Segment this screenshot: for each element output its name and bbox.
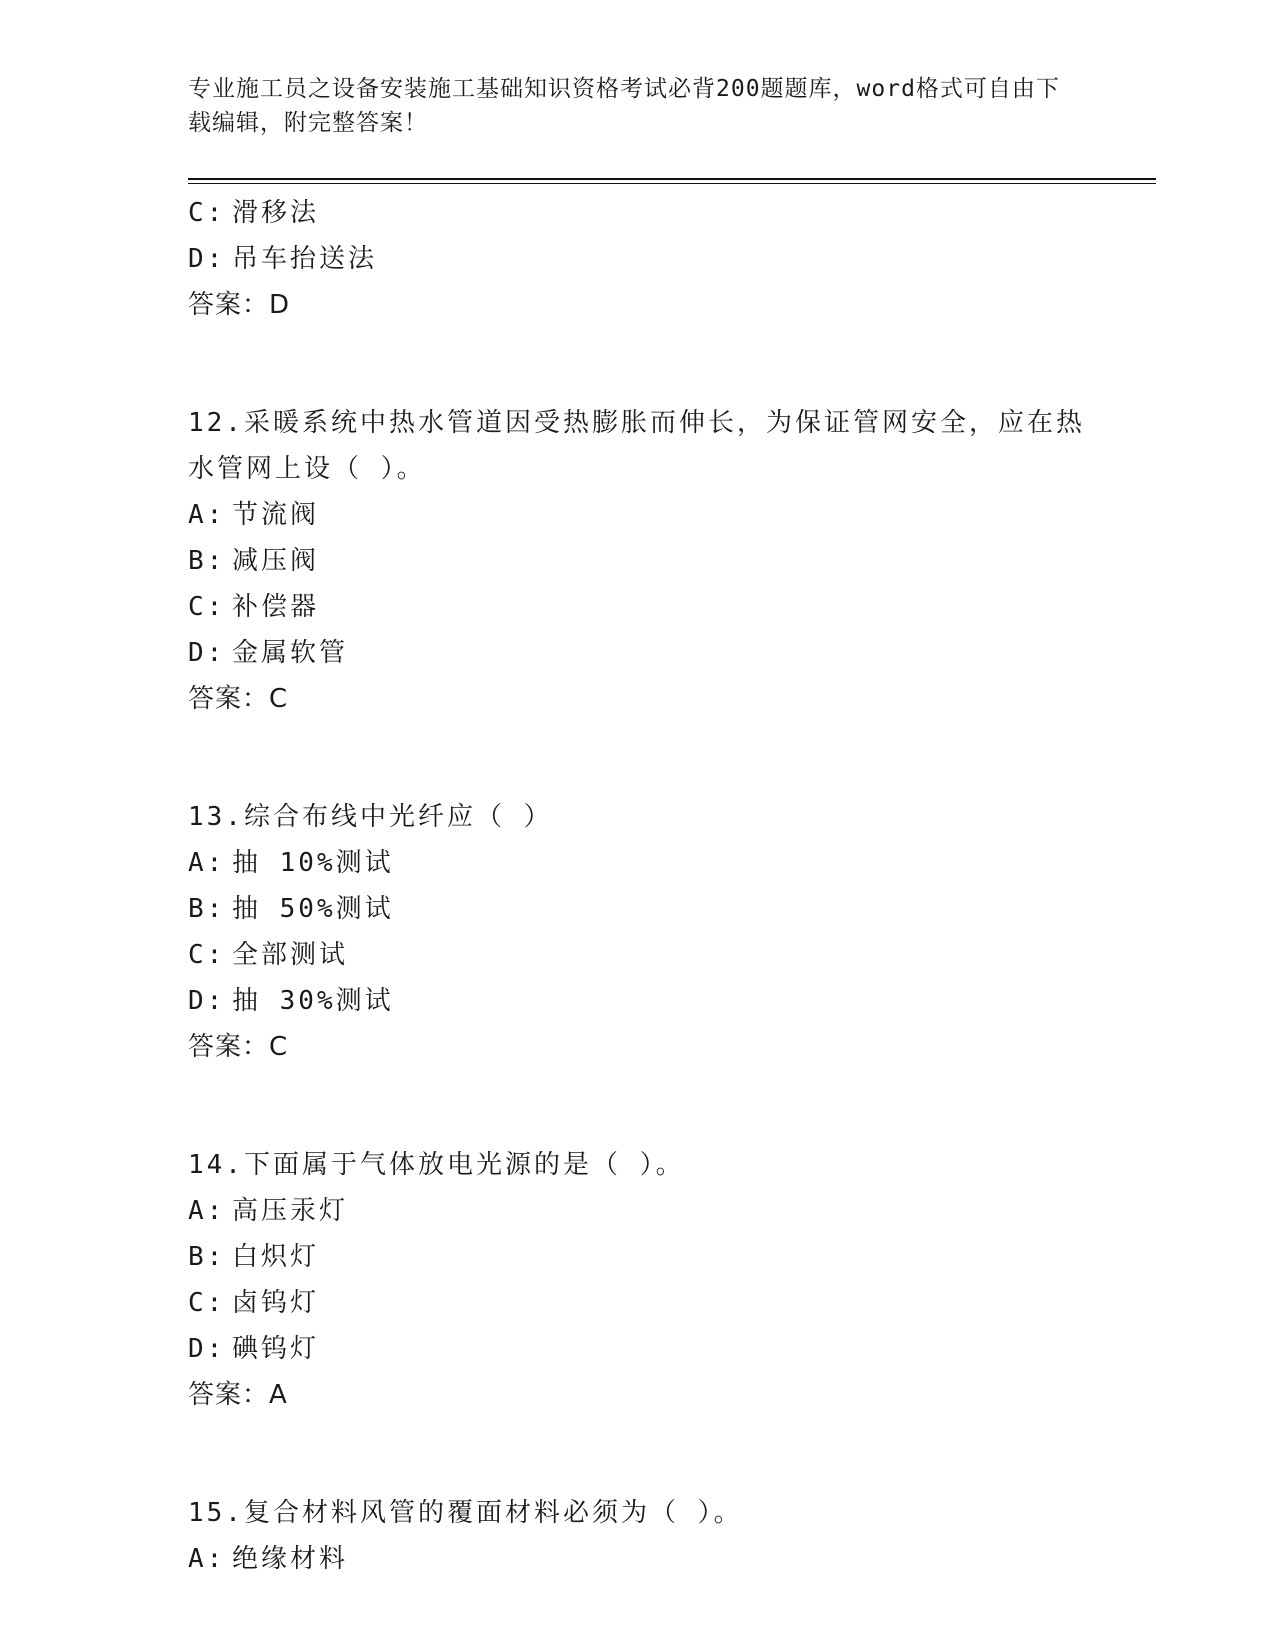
option-key: B: bbox=[188, 894, 226, 924]
option-line bbox=[188, 190, 1156, 236]
question-stem: 13.综合布线中光纤应（ ） bbox=[188, 802, 553, 832]
option-text: 高压汞灯 bbox=[232, 1196, 349, 1226]
option-line bbox=[188, 236, 1156, 282]
option-key: D: bbox=[188, 986, 226, 1016]
option-text: 碘钨灯 bbox=[232, 1334, 320, 1364]
option-text: 减压阀 bbox=[232, 546, 320, 576]
option-line bbox=[188, 840, 1156, 886]
option-key: D: bbox=[188, 244, 226, 274]
option-line bbox=[188, 584, 1156, 630]
option-text: 抽 50%测试 bbox=[232, 894, 394, 924]
option-line bbox=[188, 1188, 1156, 1234]
option-text: 抽 10%测试 bbox=[232, 848, 394, 878]
option-line bbox=[188, 1280, 1156, 1326]
question-content bbox=[188, 190, 1156, 1582]
option-line bbox=[188, 1536, 1156, 1582]
option-key: A: bbox=[188, 848, 226, 878]
option-line bbox=[188, 492, 1156, 538]
document-page bbox=[188, 0, 1156, 1650]
option-key: D: bbox=[188, 638, 226, 668]
document-header: 专业施工员之设备安装施工基础知识资格考试必背200题题库，word格式可自由下载编辑，附完整答案！ bbox=[188, 76, 1060, 136]
option-line bbox=[188, 978, 1156, 1024]
option-text: 补偿器 bbox=[232, 592, 320, 622]
option-key: C: bbox=[188, 1288, 226, 1318]
option-key: D: bbox=[188, 1334, 226, 1364]
option-text: 白炽灯 bbox=[232, 1242, 320, 1272]
option-key: C: bbox=[188, 198, 226, 228]
answer-line: 答案：A bbox=[188, 1380, 288, 1410]
option-text: 全部测试 bbox=[232, 940, 349, 970]
answer-line: 答案：D bbox=[188, 290, 291, 320]
option-key: B: bbox=[188, 546, 226, 576]
answer-line: 答案：C bbox=[188, 1032, 289, 1062]
option-key: A: bbox=[188, 500, 226, 530]
answer-line: 答案：C bbox=[188, 684, 289, 714]
question-stem: 14.下面属于气体放电光源的是（ ）。 bbox=[188, 1150, 685, 1180]
option-text: 吊车抬送法 bbox=[232, 244, 378, 274]
option-key: A: bbox=[188, 1196, 226, 1226]
option-text: 节流阀 bbox=[232, 500, 320, 530]
option-line bbox=[188, 886, 1156, 932]
option-key: A: bbox=[188, 1544, 226, 1574]
option-key: B: bbox=[188, 1242, 226, 1272]
header-rule-thin bbox=[188, 183, 1156, 184]
option-line bbox=[188, 630, 1156, 676]
option-line bbox=[188, 1234, 1156, 1280]
option-key: C: bbox=[188, 940, 226, 970]
option-text: 绝缘材料 bbox=[232, 1544, 349, 1574]
option-text: 滑移法 bbox=[232, 198, 320, 228]
option-text: 抽 30%测试 bbox=[232, 986, 394, 1016]
header-rule-thick bbox=[188, 178, 1156, 180]
question-stem: 12.采暖系统中热水管道因受热膨胀而伸长，为保证管网安全，应在热水管网上设（ ）。 bbox=[188, 408, 1085, 484]
option-key: C: bbox=[188, 592, 226, 622]
option-line bbox=[188, 932, 1156, 978]
option-text: 卤钨灯 bbox=[232, 1288, 320, 1318]
option-text: 金属软管 bbox=[232, 638, 349, 668]
question-stem: 15.复合材料风管的覆面材料必须为（ ）。 bbox=[188, 1498, 743, 1528]
option-line bbox=[188, 1326, 1156, 1372]
option-line bbox=[188, 538, 1156, 584]
